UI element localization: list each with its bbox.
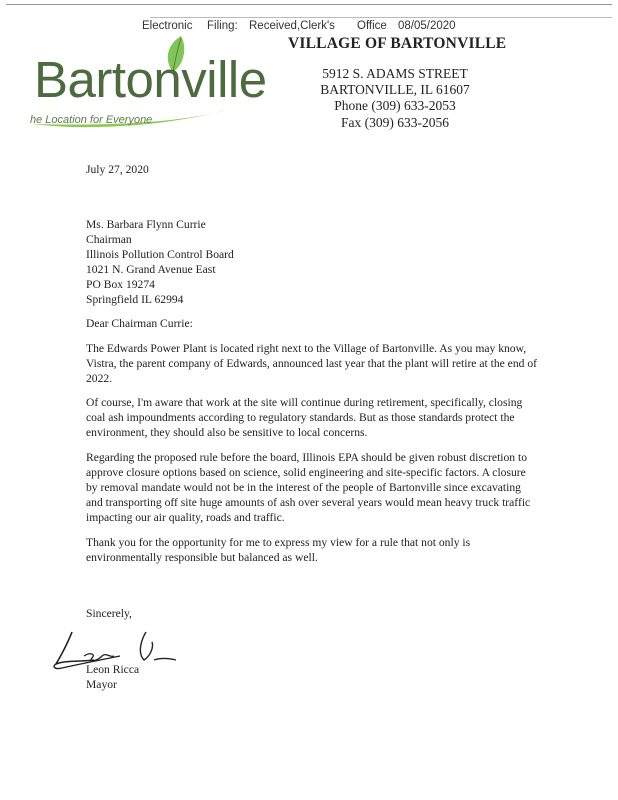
fax-number: Fax (309) 633-2056 xyxy=(341,115,449,130)
paragraph-line: Regarding the proposed rule before the board, Illinois EPA should be given robust discretion to xyxy=(86,451,528,464)
address-city: BARTONVILLE, IL 61607 xyxy=(320,82,470,97)
paragraph-line: Of course, I'm aware that work at the site will continue during retirement, specifically, closing xyxy=(86,396,523,409)
stamp-received: Received,Clerk's xyxy=(249,20,335,32)
recipient-title: Chairman xyxy=(86,233,132,246)
recipient-organization: Illinois Pollution Control Board xyxy=(86,248,234,261)
bartonville-logo xyxy=(28,36,267,138)
village-name: VILLAGE OF BARTONVILLE xyxy=(288,35,507,52)
address-street: 5912 S. ADAMS STREET xyxy=(322,66,468,81)
recipient-po-box: PO Box 19274 xyxy=(86,278,155,291)
scan-top-rule xyxy=(6,4,612,5)
paragraph-4 xyxy=(86,535,558,565)
recipient-block xyxy=(86,217,558,307)
stamp-date: 08/05/2020 xyxy=(398,20,456,32)
paragraph-line: 2022. xyxy=(86,372,113,385)
salutation: Dear Chairman Currie: xyxy=(86,317,193,330)
letter-date: July 27, 2020 xyxy=(86,163,149,176)
recipient-city: Springfield IL 62994 xyxy=(86,293,184,306)
paragraph-line: environment, they should also be sensitive to local concerns. xyxy=(86,426,368,439)
signer-name: Leon Ricca xyxy=(86,663,140,676)
signer-title: Mayor xyxy=(86,678,117,691)
scan-stamp-rule xyxy=(150,17,612,18)
paragraph-line: approve closure options based on science, solid engineering and site-specific factors. A closure xyxy=(86,466,526,479)
paragraph-line: environmentally responsible but balanced as well. xyxy=(86,551,318,564)
paragraph-3 xyxy=(86,450,558,525)
paragraph-line: by removal mandate would not be in the interest of the people of Bartonville since excavating xyxy=(86,481,521,494)
stamp-filing: Filing: xyxy=(207,20,238,32)
paragraph-line: The Edwards Power Plant is located right next to the Village of Bartonville. As you may know, xyxy=(86,342,527,355)
logo-tagline: he Location for Everyone xyxy=(30,114,153,126)
stamp-office: Office xyxy=(357,20,387,32)
paragraph-line: impacting our air quality, roads and traffic. xyxy=(86,511,285,524)
paragraph-line: Thank you for the opportunity for me to express my view for a rule that not only is xyxy=(86,536,471,549)
paragraph-1 xyxy=(86,341,558,386)
stamp-electronic: Electronic xyxy=(142,20,193,32)
phone-number: Phone (309) 633-2053 xyxy=(334,98,456,113)
closing: Sincerely, xyxy=(86,607,132,620)
recipient-street: 1021 N. Grand Avenue East xyxy=(86,263,216,276)
paragraph-line: Vistra, the parent company of Edwards, announced last year that the plant will retire at the end of xyxy=(86,357,537,370)
paragraph-line: coal ash impoundments according to regulatory standards. But as those standards protect the xyxy=(86,411,515,424)
logo-wordmark: Bartonville xyxy=(34,51,267,108)
paragraph-line: and transporting off site huge amounts of ash over several years would mean heavy truck traffic xyxy=(86,496,531,509)
recipient-name: Ms. Barbara Flynn Currie xyxy=(86,218,206,231)
paragraph-2 xyxy=(86,395,558,440)
